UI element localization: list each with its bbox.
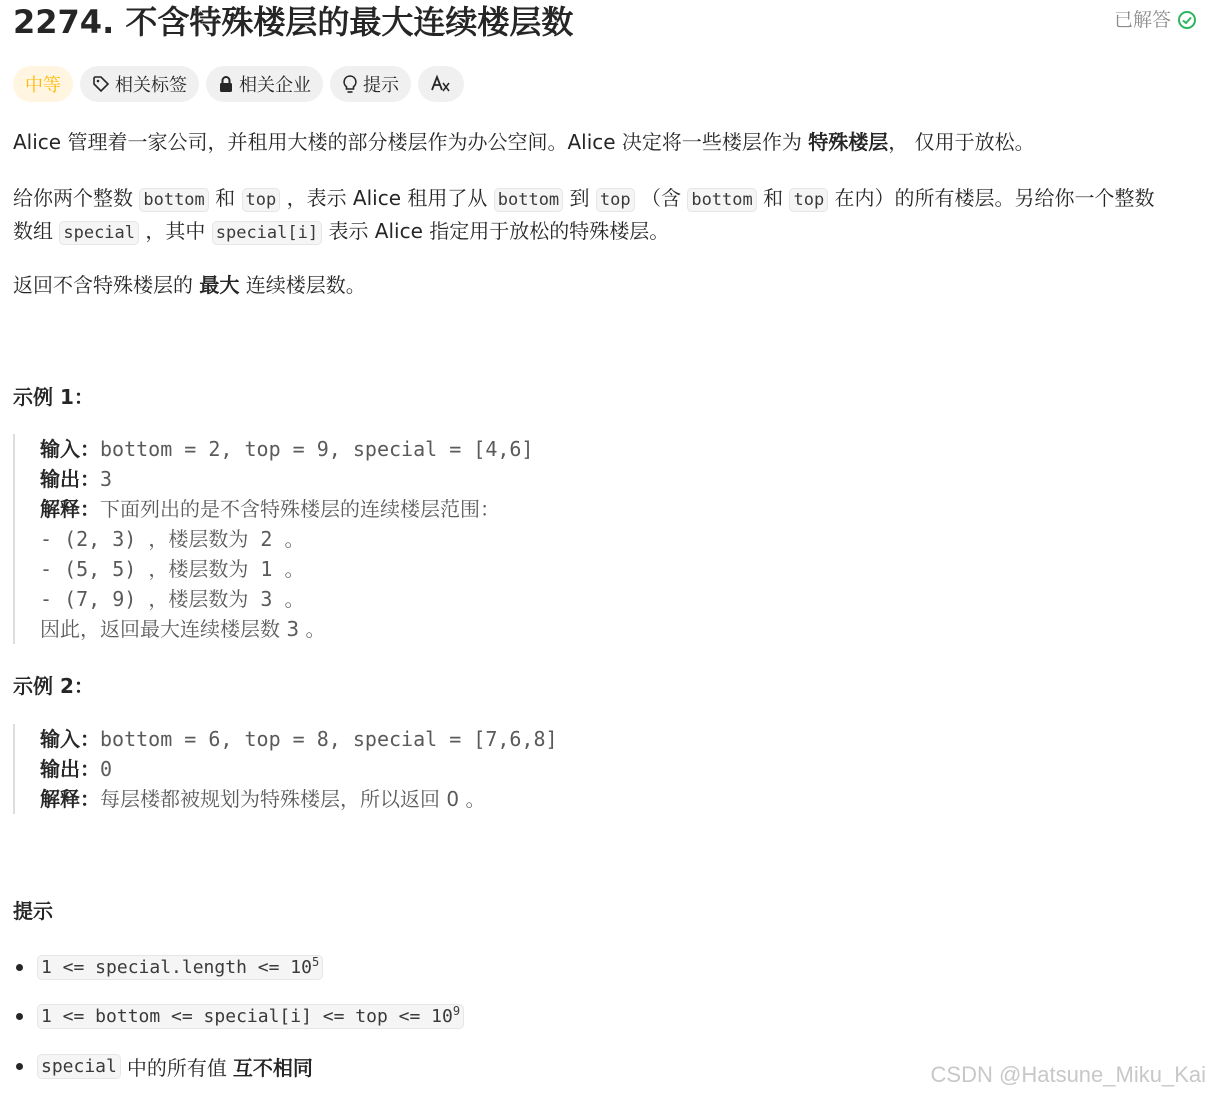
constraint-item	[13, 951, 323, 983]
explain-text: 下面列出的是不含特殊楼层的连续楼层范围：	[100, 497, 500, 521]
bullet-dot	[16, 1063, 23, 1070]
solved-label: 已解答	[1113, 9, 1171, 31]
translate-icon	[430, 74, 452, 94]
text: 和	[763, 186, 784, 210]
inline-code: bottom	[494, 188, 563, 212]
explain-text: 每层楼都被规划为特殊楼层，所以返回 0 。	[100, 787, 486, 811]
explain-label: 解释：	[40, 787, 100, 811]
explain-line: - (7, 9) ，楼层数为 3 。	[40, 587, 305, 611]
text: 表示 Alice 指定用于放松的特殊楼层。	[328, 219, 670, 243]
bullet-dot	[16, 964, 23, 971]
output-label: 输出：	[40, 757, 100, 781]
constraint-item	[13, 1050, 313, 1082]
input-value: bottom = 6, top = 8, special = [7,6,8]	[100, 727, 558, 751]
constraints-heading: 提示	[13, 899, 53, 923]
difficulty-label: 中等	[25, 75, 61, 96]
inline-code: bottom	[687, 188, 756, 212]
output-value: 0	[100, 757, 113, 781]
text: 和	[215, 186, 236, 210]
bold-text: 最大	[199, 273, 240, 297]
inline-code: top	[596, 188, 635, 212]
text: ，表示 Alice 租用了从	[286, 186, 488, 210]
problem-title: 2274. 不含特殊楼层的最大连续楼层数	[13, 3, 574, 41]
check-circle-icon	[1177, 10, 1197, 30]
example-2-block	[13, 724, 558, 814]
example-2-heading: 示例 2：	[13, 674, 94, 698]
input-label: 输入：	[40, 727, 100, 751]
text: Alice 管理着一家公司，并租用大楼的部分楼层作为办公空间。Alice 决定将一些楼层作为	[13, 130, 802, 154]
text: 给你两个整数	[13, 186, 133, 210]
hint-label: 提示	[363, 75, 399, 96]
translate-button[interactable]	[418, 66, 464, 102]
example-1-heading: 示例 1：	[13, 385, 94, 409]
constraint-code	[37, 955, 323, 980]
lock-icon	[218, 75, 234, 93]
bold-text: 特殊楼层	[808, 130, 889, 154]
constraint-code	[37, 1004, 464, 1029]
input-label: 输入：	[40, 437, 100, 461]
tag-icon	[92, 75, 110, 93]
description-paragraph-3	[13, 270, 1193, 301]
lightbulb-icon	[342, 74, 358, 94]
exponent: 5	[311, 954, 320, 969]
constraint-text: 1 <= special.length <= 10	[41, 956, 312, 978]
explain-line: - (2, 3) ，楼层数为 2 。	[40, 527, 305, 551]
inline-code: bottom	[139, 188, 208, 212]
solved-status	[1114, 6, 1197, 34]
output-value: 3	[100, 467, 113, 491]
bullet-dot	[16, 1013, 23, 1020]
constraint-item	[13, 1000, 464, 1032]
exponent: 9	[452, 1003, 461, 1018]
constraint-text: 1 <= bottom <= special[i] <= top <= 10	[41, 1005, 453, 1027]
text: ，其中	[145, 219, 206, 243]
bold-text: 互不相同	[232, 1055, 313, 1080]
inline-code: top	[789, 188, 828, 212]
tag-bar	[13, 66, 464, 102]
title-row	[13, 0, 1203, 44]
companies-label: 相关企业	[239, 75, 311, 96]
text: 连续楼层数。	[245, 273, 366, 297]
difficulty-badge[interactable]	[13, 66, 73, 102]
text: 数组	[13, 219, 53, 243]
example-1-block	[13, 434, 533, 644]
inline-code: special	[59, 221, 139, 245]
explain-conclusion: 因此，返回最大连续楼层数 3 。	[40, 617, 326, 641]
related-tags-label: 相关标签	[115, 75, 187, 96]
companies-button[interactable]	[206, 66, 323, 102]
description-paragraph-2	[13, 183, 1193, 249]
inline-code: special[i]	[212, 221, 322, 245]
text: 到	[569, 186, 590, 210]
text: （含	[640, 186, 681, 210]
text: 返回不含特殊楼层的	[13, 273, 193, 297]
constraint-code: special	[37, 1054, 121, 1079]
hint-button[interactable]	[330, 66, 411, 102]
text: ， 仅用于放松。	[888, 130, 1035, 154]
inline-code: top	[242, 188, 281, 212]
explain-label: 解释：	[40, 497, 100, 521]
description-paragraph-1	[13, 127, 1193, 158]
text: 在内）的所有楼层。另给你一个整数	[834, 186, 1155, 210]
output-label: 输出：	[40, 467, 100, 491]
watermark: CSDN @Hatsune_Miku_Kai	[930, 1062, 1206, 1087]
explain-line: - (5, 5) ，楼层数为 1 。	[40, 557, 305, 581]
constraint-text: 中的所有值	[126, 1055, 227, 1080]
input-value: bottom = 2, top = 9, special = [4,6]	[100, 437, 534, 461]
related-tags-button[interactable]	[80, 66, 199, 102]
